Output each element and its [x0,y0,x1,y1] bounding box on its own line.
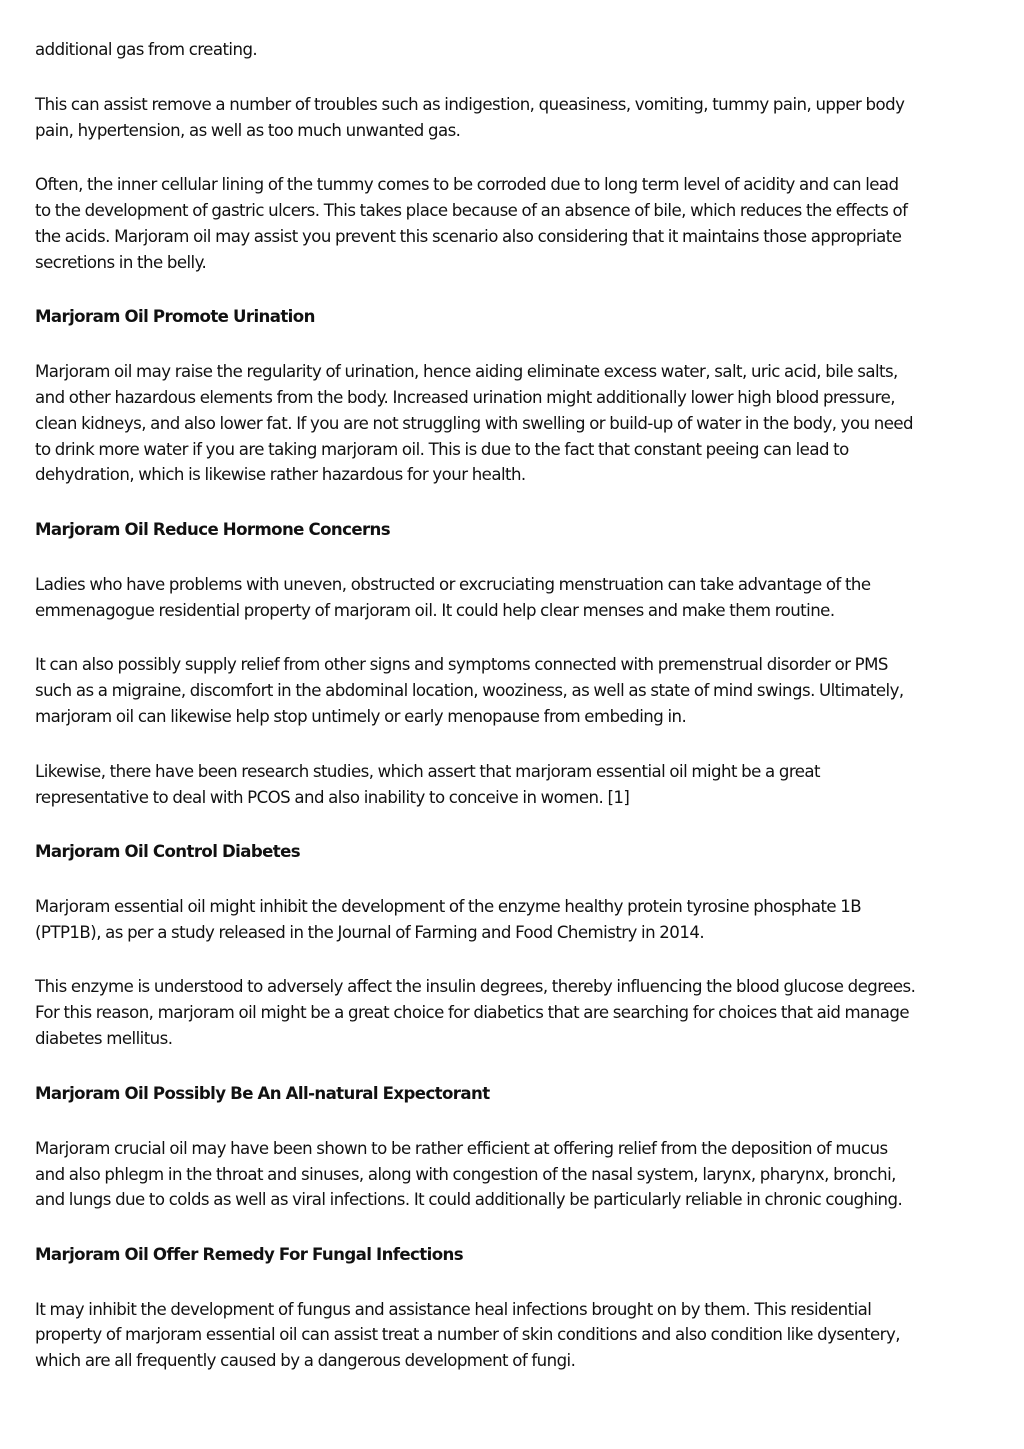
text-line: Likewise, there have been research studies, which assert that marjoram essential oil might be a great [35,762,820,781]
text-line: clean kidneys, and also lower fat. If you are not struggling with swelling or build-up of water in the body, you need [35,414,914,433]
section-heading-diabetes: Marjoram Oil Control Diabetes [35,842,301,861]
text-line: such as a migraine, discomfort in the abdominal location, wooziness, as well as state of mind swings. Ultimately, [35,681,904,700]
text-line: additional gas from creating. [35,40,258,59]
text-line: secretions in the belly. [35,253,207,272]
text-line: This can assist remove a number of troubles such as indigestion, queasiness, vomiting, tummy pain, upper body [35,95,905,114]
text-line: pain, hypertension, as well as too much unwanted gas. [35,121,461,140]
text-line: and also phlegm in the throat and sinuses, along with congestion of the nasal system, larynx, pharynx, bronchi, [35,1165,896,1184]
text-line: marjoram oil can likewise help stop untimely or early menopause from embeding in. [35,707,687,726]
text-line: representative to deal with PCOS and also inability to conceive in women. [1] [35,788,630,807]
text-line: Ladies who have problems with uneven, obstructed or excruciating menstruation can take advantage of the [35,575,871,594]
section-heading-expectorant: Marjoram Oil Possibly Be An All-natural Expectorant [35,1084,490,1103]
text-line: dehydration, which is likewise rather hazardous for your health. [35,465,526,484]
text-line: the acids. Marjoram oil may assist you prevent this scenario also considering that it maintains those appropriate [35,227,902,246]
text-line: Marjoram oil may raise the regularity of urination, hence aiding eliminate excess water, salt, uric acid, bile salts, [35,362,898,381]
text-line: Marjoram crucial oil may have been shown to be rather efficient at offering relief from the deposition of mucus [35,1139,888,1158]
section-heading-hormone: Marjoram Oil Reduce Hormone Concerns [35,520,391,539]
text-line: which are all frequently caused by a dangerous development of fungi. [35,1351,576,1370]
text-line: and other hazardous elements from the body. Increased urination might additionally lower high blood pressure, [35,388,895,407]
text-line: to drink more water if you are taking marjoram oil. This is due to the fact that constant peeing can lead to [35,440,849,459]
text-line: It may inhibit the development of fungus and assistance heal infections brought on by them. This residential [35,1300,872,1319]
text-line: It can also possibly supply relief from other signs and symptoms connected with premenstrual disorder or PMS [35,655,888,674]
section-heading-fungal: Marjoram Oil Offer Remedy For Fungal Infections [35,1245,464,1264]
text-line: to the development of gastric ulcers. This takes place because of an absence of bile, which reduces the effects of [35,201,908,220]
text-line: property of marjoram essential oil can assist treat a number of skin conditions and also condition like dysentery, [35,1325,900,1344]
text-line: diabetes mellitus. [35,1029,173,1048]
text-line: emmenagogue residential property of marjoram oil. It could help clear menses and make them routine. [35,601,835,620]
text-line: Marjoram essential oil might inhibit the development of the enzyme healthy protein tyrosine phosphate 1B [35,897,862,916]
text-line: This enzyme is understood to adversely affect the insulin degrees, thereby influencing the blood glucose degrees. [35,977,916,996]
section-heading-urination: Marjoram Oil Promote Urination [35,307,315,326]
text-line: and lungs due to colds as well as viral infections. It could additionally be particularly reliable in chronic coughing. [35,1190,903,1209]
text-line: Often, the inner cellular lining of the tummy comes to be corroded due to long term level of acidity and can lead [35,175,899,194]
text-line: For this reason, marjoram oil might be a great choice for diabetics that are searching for choices that aid manage [35,1003,909,1022]
text-line: (PTP1B), as per a study released in the Journal of Farming and Food Chemistry in 2014. [35,923,705,942]
